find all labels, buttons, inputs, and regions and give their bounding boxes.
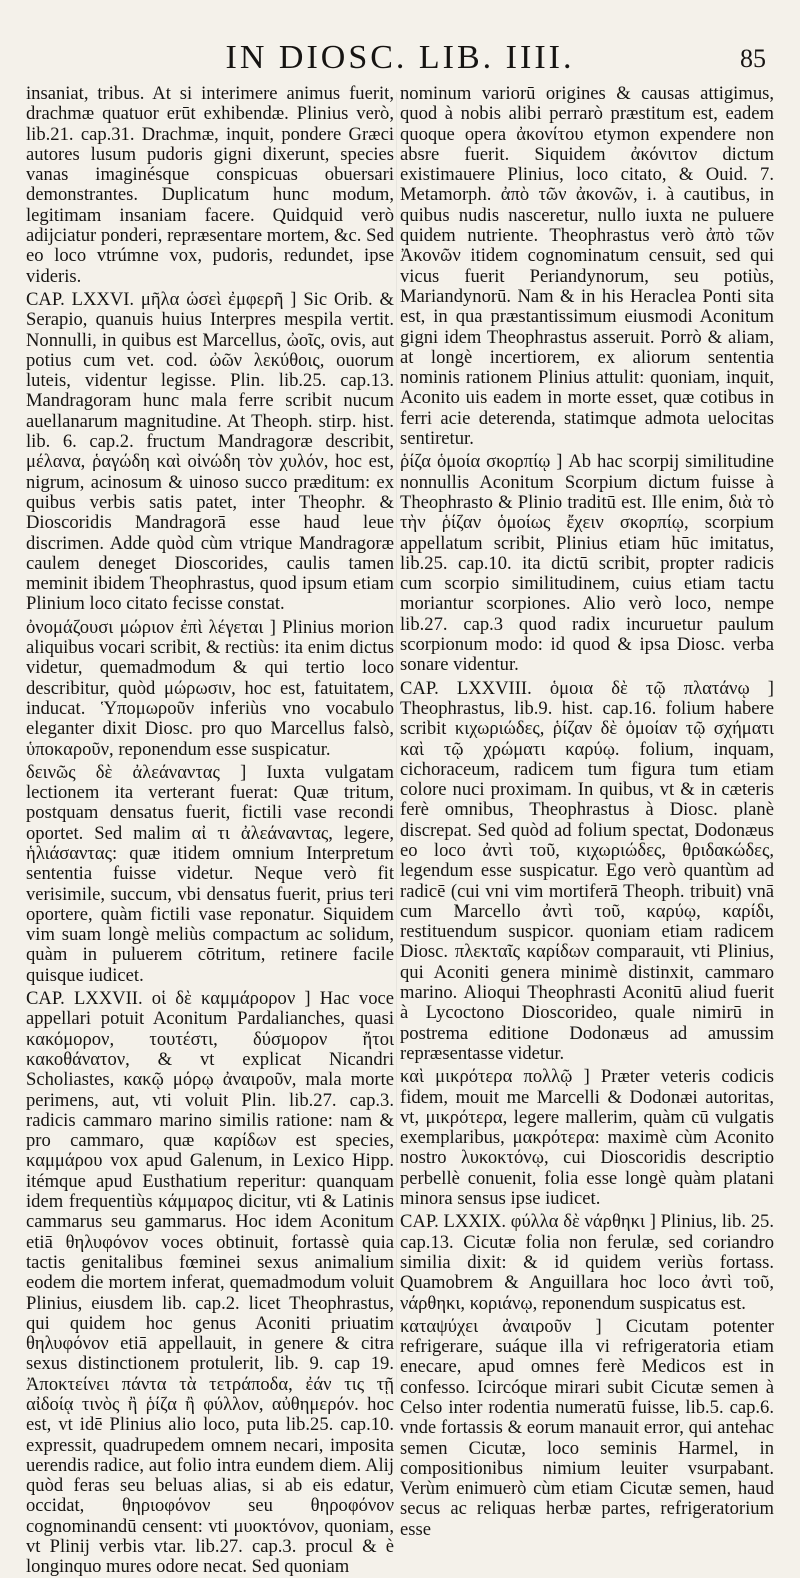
paragraph: CAP. LXXIX. φύλλα δὲ νάρθηκι ] Plinius, lib. 25. cap.13. Cicutæ folia non ferulæ, sed coriandro similia dixit: & id quidem veriùs fortass. Quamobrem & Anguillara hoc loco ἀντὶ τοῦ, νάρθηκι, κοριάνῳ, reponendum suspicatus est. — [400, 1211, 774, 1314]
running-header — [0, 38, 800, 78]
paragraph: δεινῶς δὲ ἀλεάναντας ] Iuxta vulgatam lectionem ita verterant fuerat: Quæ tritum, postquam densatus fuerit, fictili vase recondi oportet. Sed malim αἰ τι ἀλεάναντας, legere, ἡλιάσαντας: quæ itidem omnium Interpretum sententia fuisse videtur. Neque verò fit verisimile, succum, vbi densatus fuerit, prius teri oportere, quàm fictili vase reponatur. Siquidem vim suam longè meliùs compactum ac solidum, quàm in puluerem cōtritum, retinere facile quisque iudicet. — [26, 761, 394, 986]
paragraph: insaniat, tribus. At si interimere animus fuerit, drachmæ quatuor erūt exhibendæ. Plinius verò, lib.21. cap.31. Drachmæ, inquit, pondere Græci autores lusum pudoris gigni dixerunt, species vanas imaginésque conspicuas obuersari demonstrantes. Duplicatum hunc modum, legitimam insaniam facere. Quidquid verò adijciatur ponderi, repræsentare mortem, &c. Sed eo loco vtrúmne vox, pudoris, redundet, ipse videris. — [26, 83, 394, 287]
paragraph: CAP. LXXVII. οἱ δὲ καμμάρορον ] Hac voce appellari potuit Aconitum Pardalianches, quasi κακόμορον, τουτέστι, δύσμορον ἤτοι κακοθάνατον, & vt explicat Nicandri Scholiastes, κακῷ μόρῳ ἀναιροῦν, mala morte perimens, aut, vti voluit Plin. lib.27. cap.3. radicis cammaro marino similis ratione: nam & pro cammaro, quæ καρίδων est species, καμμάρου vox apud Galenum, in Lexico Hipp. itémque apud Eusthatium reperitur: quanquam idem frequentiùs κάμμαρος dicitur, vti & Latinis cammarus seu gammarus. Hoc idem Aconitum etiā θηλυφόνον voces obtinuit, fortassè quia tactis genitalibus fœminei sexus animalium eodem die mortem inferat, quemadmodum voluit Plinius, eiusdem lib. cap.2. licet Theophrastus, qui quidem hoc genus Aconiti priuatim θηλυφόνον etiā appellauit, in genere & citra sexus distinctionem protulerit, lib. 9. cap 19. Ἀποκτείνει πάντα τὰ τετράποδα, ἐάν τις τῇ αἰδοίᾳ τινὸς ἢ ῥίζα ἢ φύλλον, αὐθημερόν. hoc est, vt idē Plinius alio loco, puta lib.25. cap.10. expressit, quadrupedem omnem necari, imposita uerendis radice, aut folio intra eundem diem. Alij quòd feras seu beluas alias, si ab eis edatur, occidat, θηριοφόνον seu θηροφόνον cognominandū censent: vti μυοκτόνον, quoniam, vt Plinij verbis vtar. lib.27. cap.3. procul & è longinquo mures odore necat. Sed quoniam — [26, 988, 394, 1578]
paragraph: CAP. LXXVIII. ὁμοια δὲ τῷ πλατάνῳ ] Theophrastus, lib.9. hist. cap.16. folium habere scribit κιχωριώδες, ῥίζαν δὲ ὁμοίαν τῷ σχήματι καὶ τῷ χρώματι καρύῳ. folium, inquam, cichoraceum, radicem tum figura tum etiam colore nuci proximam. In quibus, vt & in cæteris ferè omnibus, Theophrastus à Diosc. planè discrepat. Sed quòd ad folium spectat, Dodonæus eo loco ἀντὶ τοῦ, κιχωριώδες, θριδακώδες, legendum esse suspicatur. Ego verò quantùm ad radicē (cui vni vim mortiferā Theoph. tribuit) vnā cum Marcello ἀντὶ τοῦ, καρύῳ, καρίδι, restituendum suspicor. quoniam etiam radicem Diosc. πλεκταῖς καρίδων comparauit, vti Plinius, qui Aconiti genera minimè distinxit, cammaro marino. Alioqui Theophrasti Aconitū aliud fuerit à Lycoctono Dioscorideo, quale nimirū in postrema editione Dodonæus ad amussim repræsentasse videtur. — [400, 677, 774, 1064]
paragraph: καὶ μικρότερα πολλῷ ] Præter veteris codicis fidem, mouit me Marcelli & Dodonæi autoritas, vt, μικρότερα, legere mallerim, quàm cū vulgatis exemplaribus, μακρότερα: maximè cùm Aconito nostro λυκοκτόνῳ, cui Dioscoridis descriptio perbellè conuenit, folia esse longè quàm platani minora sensus ipse iudicet. — [400, 1066, 774, 1210]
paragraph: CAP. LXXVI. μῆλα ὡσεὶ ἐμφερῆ ] Sic Orib. & Serapio, quanuis huius Interpres mespila vertit. Nonnulli, in quibus est Marcellus, ὠοῖς, ovis, aut potius cum vet. cod. ὠῶν λεκύθοις, ouorum luteis, videntur legisse. Plin. lib.25. cap.13. Mandragoram hunc mala ferre scribit nucum auellanarum magnitudine. At Theoph. stirp. hist. lib. 6. cap.2. fructum Mandragoræ describit, μέλανα, ῥαγώδη καὶ οἰνώδη τὸν χυλόν, hoc est, nigrum, acinosum & uinoso succo præditum: ex quibus verbis satis patet, inter Theophr. & Dioscoridis Mandragorā esse haud leue discrimen. Adde quòd cùm vtrique Mandragoræ caulem deneget Dioscorides, caulis tamen meminit ibidem Theophrastus, quod ipsum etiam Plinium loco citato fecisse constat. — [26, 288, 394, 615]
right-column — [400, 83, 774, 1540]
paragraph: καταψύχει ἀναιροῦν ] Cicutam potenter refrigerare, suáque illa vi refrigeratoria etiam enecare, apud omnes ferè Medicos est in confesso. Icircóque mirari subit Cicutæ semen à Celso inter rodentia numeratū fuisse, lib.5. cap.6. vnde fortassis & eorum manauit error, qui antehac semen Cicutæ, loco seminis Harmel, in compositionibus nimium leuiter vsurpabant. Verùm enimuerò cùm etiam Cicutæ semen, haud secus ac reliquas herbæ partes, refrigeratorium esse — [400, 1315, 774, 1540]
paragraph: ῥίζα ὁμοία σκορπίῳ ] Ab hac scorpij similitudine nonnullis Aconitum Scorpium dictum fuisse à Theophrasto & Plinio traditū est. Ille enim, διὰ τὸ τὴν ῥίζαν ὁμοίως ἔχειν σκορπίῳ, scorpium appellatum scribit, Plinius etiam hūc imitatus, lib.25. cap.10. ita dictū scribit, propter radicis cum scorpio similitudinem, cuius etiam tactu moriantur scorpiones. Alio verò loco, nempe lib.27. cap.3 quod radix incuruetur paulum scorpionum modo: id quod & ipsa Diosc. verba sonare videntur. — [400, 451, 774, 676]
paragraph: ὀνομάζουσι μώριον ἐπὶ λέγεται ] Plinius morion aliquibus vocari scribit, & rectiùs: ita enim dictus videtur, quemadmodum & qui tertio loco describitur, quòd μώρωσιν, hoc est, fatuitatem, inducat. Ὑπομωροῦν inferiùs vno vocabulo eleganter dixit Diosc. pro quo Marcellus falsò, ὑποκαροῦν, reponendum esse suspicatur. — [26, 616, 394, 760]
paragraph: nominum variorū origines & causas attigimus, quod à nobis alibi perrarò præstitum est, eadem quoque opera ἀκονίτου etymon expendere non absre fuerit. Siquidem ἀκόνιτον dictum existimauere Plinius, loco citato, & Ouid. 7. Metamorph. ἀπὸ τῶν ἀκονῶν, i. à cautibus, in quibus nudis nasceretur, nullo iuxta ne puluere quidem nutriente. Theophrastus verò ἀπὸ τῶν Ἀκονῶν itidem cognominatum censuit, sed qui vicus fuerit Periandynorum, seu potiùs, Mariandynorū. Nam & in his Heraclea Ponti sita est, in qua præstantissimum eiusmodi Aconitum gigni idem Theophrastus asseruit. Porrò & aliam, at longè incertiorem, ex aliorum sententia nominis rationem Plinius attulit: quoniam, inquit, Aconito uis eadem in morte esset, quæ cotibus in ferri acie deterenda, statimque admota uelocitas sentiretur. — [400, 83, 774, 450]
page-number: 85 — [740, 44, 766, 73]
left-column — [26, 83, 394, 1578]
running-title: IN DIOSC. LIB. IIII. — [225, 39, 575, 76]
column-gutter — [396, 92, 397, 1392]
